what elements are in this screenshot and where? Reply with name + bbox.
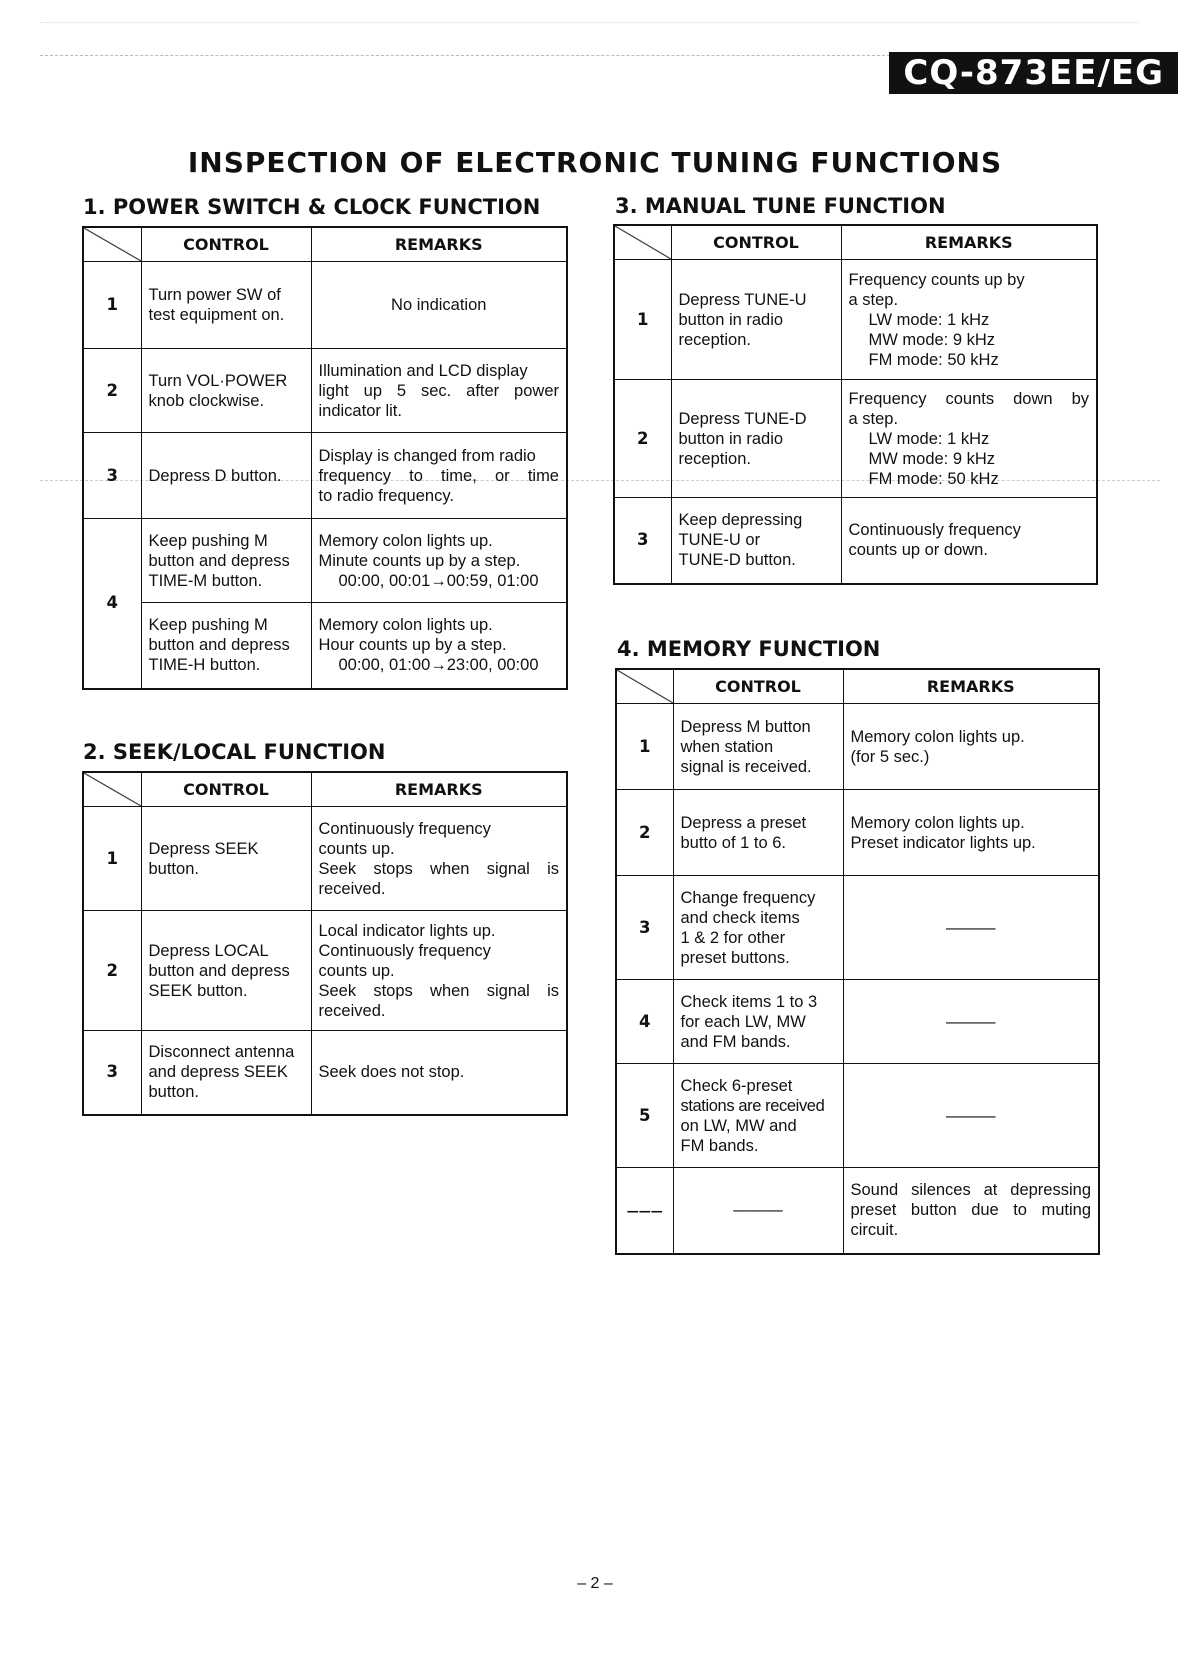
row-number: 4 (616, 980, 673, 1064)
remarks-text: Frequency counts down by (848, 389, 1089, 408)
empty-dash: ——— (733, 1201, 783, 1220)
control-cell (673, 704, 843, 790)
row-number: 3 (83, 433, 141, 519)
page-number: – 2 – (577, 1575, 613, 1592)
remarks-text: light up 5 sec. after power (318, 381, 559, 400)
row-number-dash (616, 1168, 673, 1254)
control-text: preset buttons. (680, 948, 790, 967)
diagonal-corner-cell (83, 772, 141, 807)
control-text: TUNE-D button. (678, 551, 796, 570)
empty-dash: ——— (946, 918, 996, 937)
table-row (616, 980, 1099, 1064)
table-row (83, 1031, 567, 1115)
table-row (83, 603, 567, 689)
control-text: button and depress (148, 636, 290, 655)
remarks-text: FM mode: 50 kHz (868, 469, 999, 488)
table-row (616, 1064, 1099, 1168)
remarks-cell (843, 876, 1099, 980)
memory-table (615, 668, 1100, 1255)
remarks-text: to radio frequency. (318, 486, 454, 505)
table-header-row (83, 772, 567, 807)
power-clock-table (82, 226, 568, 690)
section-heading-manual: 3. MANUAL TUNE FUNCTION (615, 194, 946, 218)
control-text: TUNE-U or (678, 531, 761, 550)
table-row (616, 704, 1099, 790)
section-heading-memory: 4. MEMORY FUNCTION (617, 637, 881, 661)
remarks-cell (311, 349, 567, 433)
control-text: button and depress (148, 961, 290, 980)
remarks-text: counts up. (318, 839, 395, 858)
control-text: knob clockwise. (148, 391, 265, 410)
control-text: button in radio (678, 429, 784, 448)
remarks-cell (841, 498, 1097, 584)
remarks-cell (841, 260, 1097, 380)
control-text: Check 6-preset (680, 1076, 793, 1095)
control-text: stations are received (680, 1096, 825, 1115)
remarks-cell (311, 433, 567, 519)
control-cell (671, 380, 841, 498)
remarks-cell (843, 980, 1099, 1064)
table-row (616, 876, 1099, 980)
remarks-text: Memory colon lights up. (850, 727, 1025, 746)
remarks-text: Memory colon lights up. (318, 531, 493, 550)
remarks-text: Display is changed from radio (318, 446, 536, 465)
remarks-text: indicator lit. (318, 401, 402, 420)
row-number: 4 (83, 519, 141, 689)
table-row (83, 433, 567, 519)
page-title: INSPECTION OF ELECTRONIC TUNING FUNCTIONS (187, 146, 1003, 179)
remarks-cell (843, 1168, 1099, 1254)
remarks-text: Local indicator lights up. (318, 921, 496, 940)
control-cell (141, 262, 311, 349)
remarks-text: (for 5 sec.) (850, 747, 930, 766)
control-cell (673, 980, 843, 1064)
control-text: butto of 1 to 6. (680, 833, 786, 852)
column-header-control: CONTROL (671, 225, 841, 260)
row-number: 2 (83, 349, 141, 433)
remarks-text: 00:00, 01:00→23:00, 00:00 (338, 656, 539, 675)
empty-dash: ——— (626, 1203, 663, 1218)
control-text: reception. (678, 330, 751, 349)
remarks-text: LW mode: 1 kHz (868, 310, 990, 329)
control-text: test equipment on. (148, 306, 285, 324)
row-number: 3 (614, 498, 671, 584)
control-text: Depress a preset (680, 813, 807, 832)
control-text: when station (680, 737, 774, 756)
manual-tune-table (613, 224, 1098, 585)
row-number: 3 (616, 876, 673, 980)
column-header-remarks: REMARKS (843, 669, 1099, 704)
remarks-cell (311, 911, 567, 1031)
control-text: Turn VOL·POWER (148, 371, 288, 390)
column-header-control: CONTROL (141, 772, 311, 807)
remarks-text: received. (318, 879, 386, 898)
remarks-text: Seek stops when signal is (318, 981, 559, 1000)
section-heading-seek: 2. SEEK/LOCAL FUNCTION (83, 740, 386, 764)
control-text: and check items (680, 908, 800, 927)
remarks-cell (311, 603, 567, 689)
row-number: 5 (616, 1064, 673, 1168)
table-row (616, 1168, 1099, 1254)
remarks-text: Frequency counts up by (848, 270, 1025, 289)
control-cell (141, 603, 311, 689)
table-row (614, 380, 1097, 498)
diagonal-corner-cell (616, 669, 673, 704)
remarks-text: a step. (848, 290, 899, 309)
remarks-text: 00:00, 00:01→00:59, 01:00 (338, 571, 539, 590)
remarks-cell (311, 519, 567, 603)
header-rule (40, 55, 900, 56)
remarks-text: Continuously frequency (318, 941, 491, 960)
control-text: TIME-H button. (148, 656, 261, 675)
scan-artifact-line (40, 22, 1140, 23)
control-cell (671, 498, 841, 584)
table-header-row (83, 227, 567, 262)
remarks-text: LW mode: 1 kHz (868, 429, 990, 448)
remarks-text: counts up. (318, 961, 395, 980)
control-text: SEEK button. (148, 981, 248, 1000)
empty-dash: ——— (946, 1106, 996, 1125)
table-row (616, 790, 1099, 876)
control-cell (141, 433, 311, 519)
table-row (83, 349, 567, 433)
control-text: and depress SEEK (148, 1063, 288, 1082)
remarks-text: circuit. (850, 1221, 899, 1240)
remarks-cell (311, 1031, 567, 1115)
control-cell (141, 911, 311, 1031)
remarks-cell (843, 704, 1099, 790)
row-number: 3 (83, 1031, 141, 1115)
control-text: Keep pushing M (148, 531, 268, 550)
remarks-text: Seek stops when signal is (318, 859, 559, 878)
control-cell (141, 1031, 311, 1115)
remarks-text: Continuously frequency (318, 819, 491, 838)
control-text: Depress D button. (148, 466, 282, 485)
remarks-text: a step. (848, 409, 899, 428)
diagonal-corner-cell (614, 225, 671, 260)
column-header-control: CONTROL (141, 227, 311, 262)
control-cell (141, 519, 311, 603)
column-header-control: CONTROL (673, 669, 843, 704)
row-number: 1 (616, 704, 673, 790)
table-row (83, 262, 567, 349)
control-text: button. (148, 1083, 199, 1102)
model-badge: CQ-873EE/EG (889, 52, 1178, 94)
row-number: 2 (614, 380, 671, 498)
remarks-text: Continuously frequency (848, 521, 1021, 540)
control-text: button in radio (678, 310, 784, 329)
control-cell (141, 349, 311, 433)
remarks-text: Illumination and LCD display (318, 361, 528, 380)
control-cell (673, 1168, 843, 1254)
remarks-cell (843, 790, 1099, 876)
control-text: Check items 1 to 3 (680, 992, 818, 1011)
row-number: 2 (83, 911, 141, 1031)
column-header-remarks: REMARKS (311, 772, 567, 807)
section-heading-power: 1. POWER SWITCH & CLOCK FUNCTION (83, 195, 541, 219)
table-header-row (616, 669, 1099, 704)
column-header-remarks: REMARKS (841, 225, 1097, 260)
control-text: Depress TUNE-D (678, 409, 807, 428)
control-text: for each LW, MW (680, 1012, 806, 1031)
table-row (83, 911, 567, 1031)
table-row (614, 498, 1097, 584)
control-text: Depress LOCAL (148, 941, 269, 960)
remarks-cell (311, 807, 567, 911)
control-text: reception. (678, 449, 751, 468)
control-text: signal is received. (680, 757, 812, 776)
row-number: 2 (616, 790, 673, 876)
control-text: FM bands. (680, 1136, 759, 1155)
control-text: Depress SEEK (148, 839, 259, 858)
control-text: and FM bands. (680, 1032, 791, 1051)
remarks-text: MW mode: 9 kHz (868, 330, 996, 349)
control-cell (671, 260, 841, 380)
control-text: on LW, MW and (680, 1116, 797, 1135)
control-cell (673, 1064, 843, 1168)
row-number: 1 (83, 807, 141, 911)
table-row (83, 519, 567, 603)
table-row (83, 807, 567, 911)
remarks-text: counts up or down. (848, 541, 988, 560)
remarks-text: Memory colon lights up. (318, 616, 493, 635)
remarks-text: Preset indicator lights up. (850, 833, 1036, 852)
control-text: Depress TUNE-U (678, 290, 807, 309)
control-cell (673, 876, 843, 980)
empty-dash: ——— (946, 1012, 996, 1031)
control-text: Keep depressing (678, 511, 803, 530)
seek-local-table (82, 771, 568, 1116)
remarks-text: frequency to time, or time (318, 466, 559, 485)
remarks-text: received. (318, 1001, 386, 1020)
remarks-text: Sound silences at depressing (850, 1181, 1091, 1200)
control-text: Change frequency (680, 888, 816, 907)
column-header-remarks: REMARKS (311, 227, 567, 262)
control-text: 1 & 2 for other (680, 928, 786, 947)
remarks-text: MW mode: 9 kHz (868, 449, 996, 468)
table-row (614, 260, 1097, 380)
control-cell (141, 807, 311, 911)
row-number: 1 (83, 262, 141, 349)
control-text: button and depress (148, 551, 290, 570)
remarks-text: Seek does not stop. (318, 1063, 465, 1082)
control-cell (673, 790, 843, 876)
remarks-cell (841, 380, 1097, 498)
remarks-text: Memory colon lights up. (850, 813, 1025, 832)
control-text: button. (148, 859, 199, 878)
remarks-text: Hour counts up by a step. (318, 636, 507, 655)
control-text: TIME-M button. (148, 571, 263, 590)
row-number: 1 (614, 260, 671, 380)
control-text: Depress M button (680, 717, 811, 736)
control-text: Turn power SW of (148, 286, 281, 304)
table-header-row (614, 225, 1097, 260)
remarks-text: FM mode: 50 kHz (868, 350, 999, 369)
control-text: Disconnect antenna (148, 1043, 295, 1062)
remarks-cell (843, 1064, 1099, 1168)
remarks-text: Minute counts up by a step. (318, 551, 521, 570)
remarks-text: preset button due to muting (850, 1201, 1091, 1220)
diagonal-corner-cell (83, 227, 141, 262)
control-text: Keep pushing M (148, 616, 268, 635)
remarks-text: No indication (391, 296, 487, 314)
remarks-cell (311, 262, 567, 349)
